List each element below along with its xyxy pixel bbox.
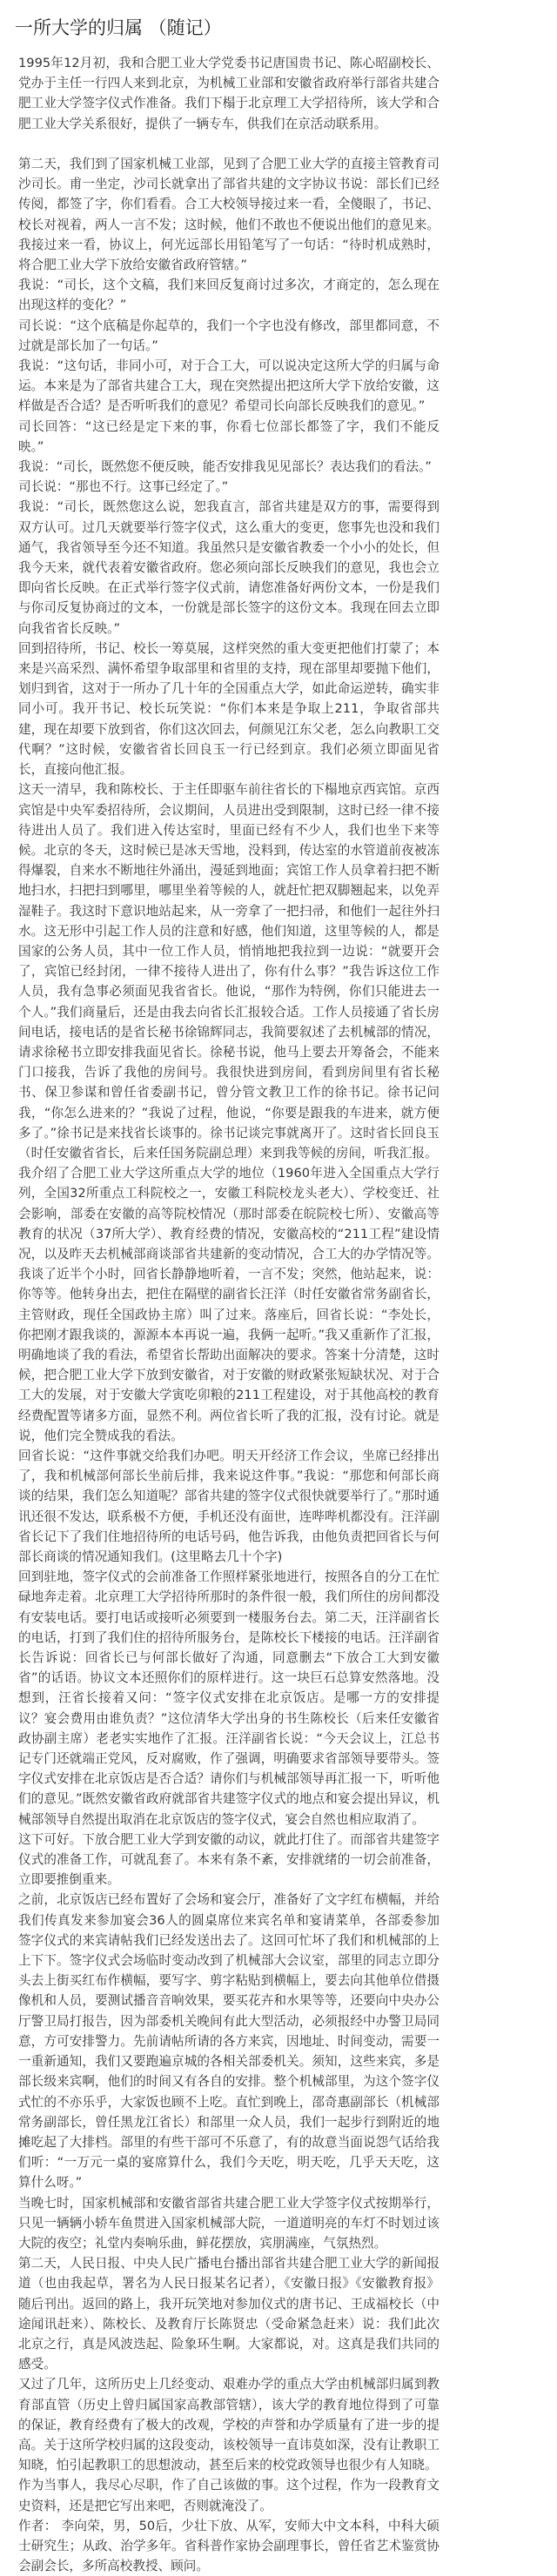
paragraph: 我说：“司长，既然您不便反映，能否安排我见见部长？表达我们的看法。” — [18, 459, 432, 475]
paragraph: 司长说：“那也不行。这事已经定了。” — [18, 479, 229, 495]
paragraph: 又过了几年，这所历史上几经变动、艰难办学的重点大学由机械部归属到教育部直管（历史上曾归属国家高教部管辖），该大学的教育地位得到了可靠的保证，教育经费有了极大的改观，学校的声誉和办学质量有了进一步的提高。关于这所学校归属的这段变动，该校领导一直讳莫如深，没有让教职工知晓，怕引起教职工的思想波动，甚至后来的校党政领导也很少有人知晓。 — [18, 2377, 440, 2473]
paragraph: 回到驻地，签字仪式的会前准备工作照样紧张地进行，按照各自的分工在忙碌地奔走着。北京理工大学招待所那时的条件很一般，我们所住的房间都没有安装电话。要打电话或接听必须要到一楼服务台去。第二天，汪洋副省长的电话，打到了我们住的招待所服务台，是陈校长下楼接的电话。汪洋副省长告诉说：回省长已与何部长做好了沟通，同意删去“下放合工大到安徽省”的话语。协议文本还照你们的原样进行。这一块巨石总算安然落地。没想到，汪省长接着又问：“签字仪式安排在北京饭店。是哪一方的安排提议？宴会费用由谁负责？”这位清华大学出身的书生陈校长（后来任安徽省政协副主席）老老实实地作了汇报。汪洋副省长说：“今天会议上，江总书记专门还就端正党风，反对腐败，作了强调，明确要求省部领导要带头。签字仪式安排在北京饭店是否合适？请你们与机械部领导再汇报一下，听听他们的意见。”既然安徽省政府就部省共建签字仪式的地点和宴会提出异议，机械部领导自然提出取消在北京饭店的签字仪式，宴会自然也相应取消了。 — [18, 1569, 440, 1827]
paragraph: 回省长说：“这件事就交给我们办吧。明天开经济工作会议，坐席已经排出了，我和机械部何部长坐前后排，我来说这件事。”我说：“那您和何部长商谈的结果，我们怎么知道呢？部省共建的签字仪式很快就要举行了。”那时通讯还很不发达，联系极不方便，手机还没有面世，连哔哔机都没有。汪洋副省长记下了我们住地招待所的电话号码，他告诉我，由他负责把回省长与何部长商谈的情况通知我们。(这里略去几十个字) — [18, 1449, 440, 1565]
article-title: 一所大学的归属 （随记） — [15, 17, 222, 38]
article-body — [18, 53, 440, 2576]
paragraph: 第二天，人民日报、中央人民广播电台播出部省共建合肥工业大学的新闻报道（也由我起草，署名为人民日报某名记者），《安徽日报》《安徽教育报》随后刊出。返回的路上，我开玩笑地对参加仪式的唐书记、王成福校长（中途闻讯赶来）、陈校长、及教育厅长陈贤忠（受命紧急赶来）说：我们此次北京之行，真是风波迭起、险象环生啊。大家都说，对。这真是我们共同的感受。 — [18, 2256, 440, 2372]
paragraph: 回到招待所，书记、校长一筹莫展，这样突然的重大变更把他们打蒙了；本来是兴高采烈、满怀希望争取部里和省里的支持，现在部里却要抛下他们，划归到省，这对于一所办了几十年的全国重点大学，如此命运逆转，确实非同小可。我开书记、校长玩笑说：“你们本来是争取上211，争取省部共建，现在却要下放到省，你们这次回去，何颜见江东父老，怎么向教职工交代啊？”这时候，安徽省省长回良玉一行已经到京。我们必须立即面见省长，直接向他汇报。 — [18, 640, 440, 778]
paragraph: 这下可好。下放合肥工业大学到安徽的动议，就此打住了。而部省共建签字仪式的准备工作，可就乱套了。本来有条不紊，安排就绪的一切会前准备，立即要推倒重来。 — [18, 1831, 440, 1888]
paragraph: 我说：“这句话，非同小可，对于合工大，可以说决定这所大学的归属与命运。本来是为了部省共建合工大，现在突然提出把这所大学下放给安徽，这样做是否合适？是否听听我们的意见？希望司长向部长反映我们的意见。” — [18, 358, 440, 414]
paragraph: 这天一清早，我和陈校长、于主任即驱车前往省长的下榻地京西宾馆。京西宾馆是中央军委招待所，会议期间，人员进出受到限制，这时已经一律不接待进出人员了。我们进入传达室时，里面已经有不少人，我们也坐下来等候。北京的冬天，这时候已是冰天雪地，没料到，传达室的水管道前夜被冻得爆裂，自来水不断地往外涌出，漫延到地面；宾馆工作人员拿着扫把不断地扫水，扫把扫到哪里，哪里坐着等候的人，就赶忙把双脚翘起来，以免弄湿鞋子。我这时下意识地站起来，从一旁拿了一把扫帚，和他们一起往外扫水。这无形中引起工作人员的注意和好感，他们知道，这里等候的人，都是国家的公务人员，其中一位工作人员，悄悄地把我拉到一边说：“就要开会了，宾馆已经封闭，一律不接待人进出了，你有什么事？”我告诉这位工作人员，我有急事必须面见我省省长。他说，“那作为特例，你们只能进去一个人。”我们商量后，还是由我去向省长汇报较合适。工作人员接通了省长房间电话，接电话的是省长秘书徐锦辉同志，我简要叙述了去机械部的情况，请求徐秘书立即安排我面见省长。徐秘书说，他马上要去开筹备会，不能来门口接我，告诉了我他的房间号。我很快进到房间，看到房间里有省长秘书、保卫参谋和曾任省委副书记，曾分管文教卫工作的徐书记。徐书记问我，“你怎么进来的？”我说了过程，他说，“你要是跟我的车进来，就方便多了。”徐书记是来找省长谈事的。徐书记谈完事就离开了。这时省长回良玉（时任安徽省省长，后来任国务院副总理）来到我等候的房间，听我汇报。 — [18, 782, 440, 1161]
paragraph: 司长回答：“这已经是定下来的事，你看七位部长都签了字，我们不能反映。” — [18, 418, 440, 454]
author-bio: 作者： 李向荣，男，50后，少壮下放、从军，安师大中文本科，中科大硕士研究生；从政、治学多年。省科普作家协会副理事长，曾任省艺术鉴赏协会副会长，多所高校教授、顾问。 — [18, 2518, 440, 2574]
paragraph: 我说：“司长，既然您这么说，恕我直言，部省共建是双方的事，需要得到双方认可。过几天就要举行签字仪式，这么重大的变更，您事先也没和我们通气，我省领导至今还不知道。我虽然只是安徽省教委一个小小的处长，但我今天来，就代表着安徽省政府。您必须向部长反映我们的意见，我也会立即向省长反映。在正式举行签字仪式前，请您准备好两份文本，一份是我们与你司反复协商过的文本，一份就是部长签字的这份文本。我现在回去立即向我省省长反映。” — [18, 499, 440, 636]
paragraph: 司长说：“这个底稿是你起草的，我们一个字也没有修改，部里都同意，不过就是部长加了一句话。” — [18, 318, 440, 353]
paragraph: 当晚七时，国家机械部和安徽省部省共建合肥工业大学签字仪式按期举行，只见一辆辆小轿车鱼贯进入国家机械部大院，一道道明亮的车灯不时划过该大院的夜空；礼堂内奏响乐曲，鲜花摆放，宾朋满座，气氛热烈。 — [18, 2195, 440, 2251]
paragraph: 我说：“司长，这个文稿，我们来回反复商讨过多次，才商定的，怎么现在出现这样的变化？” — [18, 278, 440, 313]
paragraph: 1995年12月初，我和合肥工业大学党委书记唐国贵书记、陈心昭副校长、党办于主任一行四人来到北京，为机械工业部和安徽省政府举行部省共建合肥工业大学签字仪式作准备。我们下榻于北京理工大学招待所，该大学和合肥工业大学关系很好，提供了一辆专车，供我们在京活动联系用。 — [18, 56, 440, 131]
paragraph: 我介绍了合肥工业大学这所重点大学的地位（1960年进入全国重点大学行列，全国32所重点工科院校之一，安徽工科院校龙头老大）、学校变迁、社会影响，部委在安徽的高等院校情况（那时部委在皖院校七所）、安徽高等教育的状况（37所大学）、教育经费的情况，安徽高校的“211工程”建设情况，以及昨天去机械部商谈部省共建新的变动情况，合工大的办学情况等。我谈了近半个小时，回省长静静地听着，一言不发；突然，他站起来，说：你等等。他转身出去，把住在隔壁的副省长汪洋（时任安徽省常务副省长，主管财政，现任全国政协主席）叫了过来。落座后，回省长说：“李处长，你把刚才跟我谈的，源源本本再说一遍，我俩一起听。”我又重新作了汇报，明确地谈了我的看法，希望省长帮助出面解决的要求。答案十分清楚，这时候，把合肥工业大学下放到安徽省，对于安徽的财政紧张短缺状况、对于合工大的发展，对于安徽大学寅吃卯粮的211工程建设，对于其他高校的教育经费配置等诸多方面，显然不利。两位省长听了我的汇报，没有讨论。就是说，他们完全赞成我的看法。 — [18, 1166, 440, 1443]
paragraph: 第二天，我们到了国家机械工业部，见到了合肥工业大学的直接主管教育司沙司长。甫一坐定，沙司长就拿出了部省共建的文字协议书说：部长们已经传阅，都签了字，你们看看。合工大校领导接过来一看，全傻眼了，书记、校长对视着，两人一言不发；这时候，他们不敢也不便说出他们的意见来。我接过来一看，协议上，何光远部长用铅笔写了一句话：“待时机成熟时，将合肥工业大学下放给安徽省政府管辖。” — [18, 157, 440, 273]
paragraph: 作为当事人，我尽心尽职，作了自己该做的事。这个过程，作为一段教育文史资料，还是把它写出来吧，否则就淹没了。 — [18, 2478, 440, 2513]
paragraph: 之前，北京饭店已经布置好了会场和宴会厅，准备好了文字红布横幅，并给我们传真发来参加宴会36人的圆桌席位来宾名单和宴请菜单，各部委参加签字仪式的来宾请帖我们已经发送出去了。这回可忙坏了我们和机械部的上上下下。签字仪式会场临时变动改到了机械部大会议室，部里的同志立即分头去上街买红布作横幅，要写字、剪字粘贴到横幅上，要去向其他单位借摄像机和人员，要测试播音音响效果，要买花卉和水果等等，还要向中央办公厅警卫局打报告，因为部委机关晚间有此大型活动，必须报经中办警卫局同意，方可安排警力。先前请帖所请的各方来宾，因地址、时间变动，需要一一重新通知，我们又要跑遍京城的各相关部委机关。须知，这些来宾，多是部长级来宾啊，他们的时间又有各自的安排。整个机械部里，为这个签字仪式忙的不亦乐乎，大家饭也顾不上吃。直忙到晚上，邵奇惠副部长（机械部常务副部长，曾任黑龙江省长）和部里一众人员，我们一起步行到附近的地摊吃起了大排档。部里的有些干部可不乐意了，有的故意当面说怨气话给我们听：“一万元一桌的宴席算什么，我们今天吃，明天吃，几乎天天吃，这算什么呀。” — [18, 1892, 440, 2191]
